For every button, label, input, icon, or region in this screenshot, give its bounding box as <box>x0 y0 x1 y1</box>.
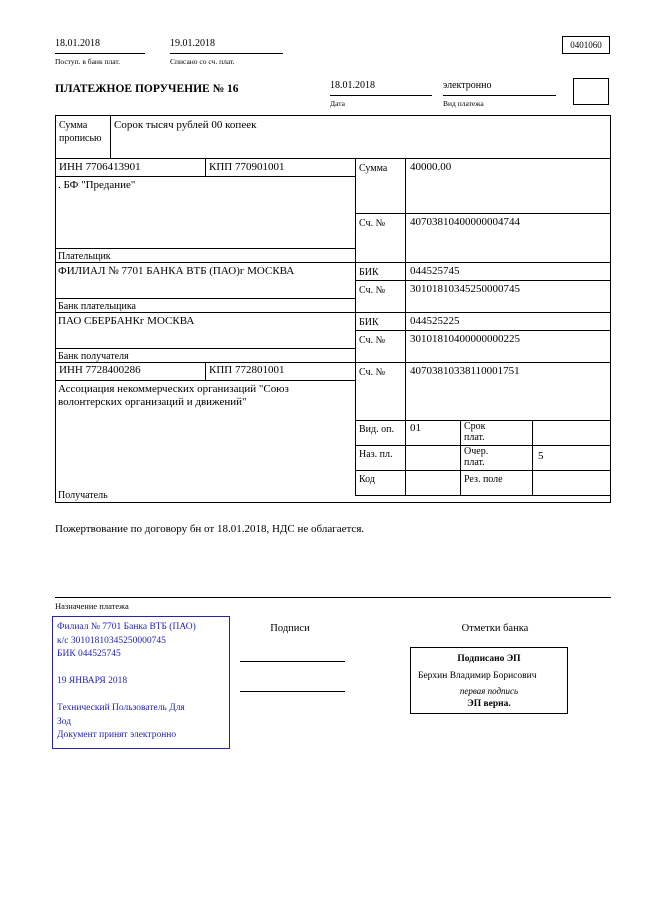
grid-line-h <box>55 262 611 263</box>
payer-bank-account-label: Сч. № <box>359 285 386 296</box>
electronic-signature-box <box>410 647 568 714</box>
grid-line-h <box>55 502 611 503</box>
grid-line-h <box>55 348 355 349</box>
received-in-bank-date: 18.01.2018 <box>55 37 145 54</box>
esign-title: Подписано ЭП <box>457 654 521 664</box>
bank-electronic-stamp <box>52 616 230 749</box>
purpose-code-label: Наз. пл. <box>359 449 393 460</box>
amount-words-label-line1: Сумма <box>59 120 88 131</box>
payee-name: Ассоциация некоммерческих организаций "Союз волонтерских организаций и движений" <box>58 383 289 408</box>
sum-value: 40000.00 <box>410 161 452 173</box>
priority-label: Очер. плат. <box>464 446 489 468</box>
grid-line-v <box>110 115 111 158</box>
stamp-line: Технический Пользователь Для <box>57 703 185 713</box>
grid-line-h <box>355 330 611 331</box>
stamp-line: к/с 30101810345250000745 <box>57 635 166 646</box>
grid-line-v <box>205 362 206 380</box>
payer-bank-name: ФИЛИАЛ № 7701 БАНКА ВТБ (ПАО)г МОСКВА <box>58 265 295 277</box>
stamp-line: Документ принят электронно <box>57 730 177 740</box>
grid-line-h <box>55 312 611 313</box>
grid-line-h <box>355 470 611 471</box>
payment-kind-label: Вид платежа <box>443 99 484 108</box>
payer-bank-label: Банк плательщика <box>58 301 136 312</box>
grid-line-h <box>55 597 611 598</box>
payee-bank-account: 30101810400000000225 <box>410 333 520 345</box>
signatures-header: Подписи <box>270 623 310 634</box>
payer-bank-bik: 044525745 <box>410 265 460 277</box>
grid-line-h <box>55 362 611 363</box>
esign-role: первая подпись <box>459 686 519 696</box>
payee-bank-bik: 044525225 <box>410 315 460 327</box>
grid-line-h <box>55 380 355 381</box>
payer-account: 40703810400000004744 <box>410 216 520 228</box>
operation-kind-value: 01 <box>410 422 421 434</box>
stamp-line <box>57 689 225 703</box>
payer-label: Плательщик <box>58 251 111 262</box>
payee-bank-bik-label: БИК <box>359 317 379 328</box>
grid-line-h <box>355 213 611 214</box>
document-title: ПЛАТЕЖНОЕ ПОРУЧЕНИЕ № 16 <box>55 83 239 95</box>
stamp-line: БИК 044525745 <box>57 649 121 659</box>
grid-line-v <box>610 115 611 502</box>
grid-line-h <box>55 115 611 116</box>
grid-line-v <box>205 158 206 176</box>
stamp-line: Зод <box>57 716 72 727</box>
payee-bank-name: ПАО СБЕРБАНКг МОСКВА <box>58 315 195 327</box>
payment-purpose-text: Пожертвование по договору бн от 18.01.2018, НДС не облагается. <box>55 523 365 535</box>
document-date-label: Дата <box>330 99 345 108</box>
grid-line-h <box>55 158 611 159</box>
esign-verified: ЭП верна. <box>467 699 511 709</box>
esign-signer-name: Берхин Владимир Борисович <box>418 671 537 681</box>
reserve-field-label: Рез. поле <box>464 474 503 485</box>
grid-line-h <box>55 176 355 177</box>
payer-inn: ИНН 7706413901 <box>59 161 141 173</box>
payer-account-label: Сч. № <box>359 218 386 229</box>
document-date: 18.01.2018 <box>330 79 432 96</box>
payer-bank-bik-label: БИК <box>359 267 379 278</box>
grid-line-h <box>55 298 355 299</box>
grid-line-v <box>405 158 406 495</box>
payment-purpose-label: Назначение платежа <box>55 601 129 611</box>
grid-line-v <box>460 420 461 495</box>
payer-kpp: КПП 770901001 <box>209 161 285 173</box>
payment-term-label: Срок плат. <box>464 421 486 443</box>
amount-in-words: Сорок тысяч рублей 00 копеек <box>114 119 257 131</box>
grid-line-v <box>55 115 56 502</box>
payee-bank-label: Банк получателя <box>58 351 129 362</box>
code-label: Код <box>359 474 375 485</box>
payer-name: . БФ "Предание" <box>58 179 136 191</box>
debited-from-account-date: 19.01.2018 <box>170 37 283 54</box>
priority-value: 5 <box>538 450 544 462</box>
payment-type-code-box <box>573 78 609 105</box>
grid-line-v <box>532 420 533 495</box>
received-in-bank-label: Поступ. в банк плат. <box>55 57 120 66</box>
payee-bank-account-label: Сч. № <box>359 335 386 346</box>
payment-kind-value: электронно <box>443 79 556 96</box>
sum-label: Сумма <box>359 163 388 174</box>
payee-kpp: КПП 772801001 <box>209 364 285 376</box>
form-code-box: 0401060 <box>562 36 610 54</box>
payee-label: Получатель <box>58 490 108 501</box>
amount-words-label-line2: прописью <box>59 133 102 144</box>
grid-line-h <box>355 280 611 281</box>
signature-line <box>240 691 345 692</box>
stamp-line: Филиал № 7701 Банка ВТБ (ПАО) <box>57 622 196 632</box>
payer-bank-account: 30101810345250000745 <box>410 283 520 295</box>
stamp-line: 19 ЯНВАРЯ 2018 <box>57 676 128 686</box>
payee-account: 40703810338110001751 <box>410 365 520 377</box>
grid-line-h <box>355 495 611 496</box>
grid-line-v <box>355 158 356 495</box>
signature-line <box>240 661 345 662</box>
debited-from-account-label: Списано со сч. плат. <box>170 57 235 66</box>
stamp-line <box>57 662 225 676</box>
payee-account-label: Сч. № <box>359 367 386 378</box>
payee-inn: ИНН 7728400286 <box>59 364 141 376</box>
grid-line-h <box>55 248 355 249</box>
operation-kind-label: Вид. оп. <box>359 424 394 435</box>
bank-marks-header: Отметки банка <box>461 623 529 634</box>
